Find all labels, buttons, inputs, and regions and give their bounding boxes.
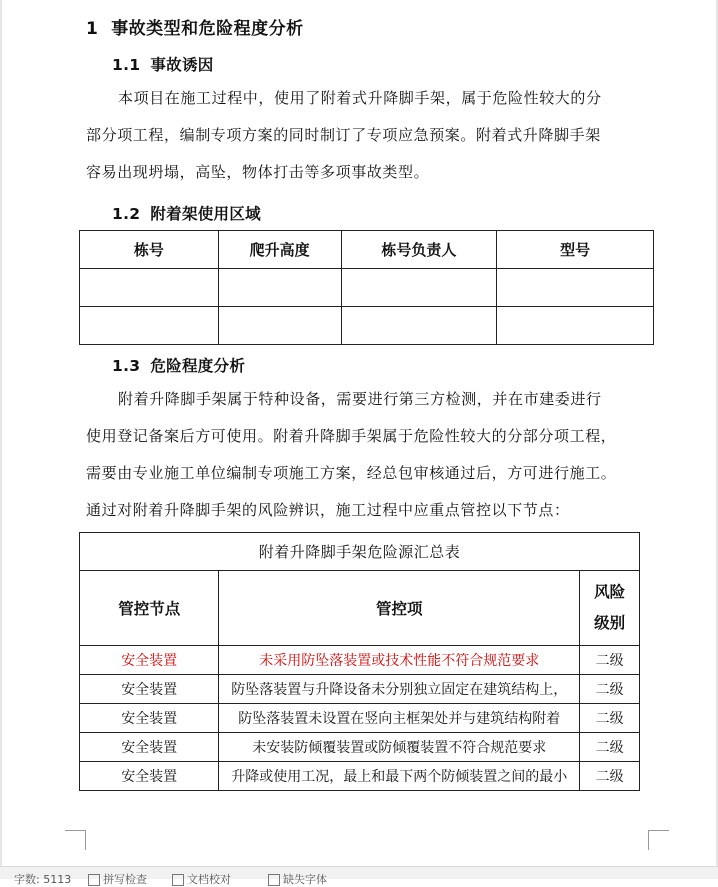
heading-1-2	[112, 202, 261, 224]
table-cell[interactable]	[218, 307, 341, 345]
missing-font-icon	[268, 874, 280, 886]
table-row	[80, 704, 640, 733]
cell-control-item[interactable]: 防坠落装置与升降设备未分别独立固定在建筑结构上，	[219, 675, 580, 704]
table-caption-row	[80, 533, 640, 571]
doc-proof-button[interactable]	[172, 871, 231, 887]
spell-check-button[interactable]	[88, 871, 147, 887]
risk-header-line1: 风险	[594, 583, 626, 601]
col-header-climb-height: 爬升高度	[218, 231, 341, 269]
missing-font-button[interactable]	[268, 871, 327, 887]
spell-check-label: 拼写检查	[103, 873, 147, 886]
doc-proof-icon	[172, 874, 184, 886]
paragraph-line	[86, 80, 656, 117]
col-header-risk-level	[580, 571, 640, 646]
cell-control-node[interactable]: 安全装置	[80, 704, 219, 733]
cell-control-node[interactable]: 安全装置	[80, 762, 219, 791]
table-cell[interactable]	[80, 307, 219, 345]
table-row	[80, 675, 640, 704]
heading-1-1-number: 1.1	[112, 56, 141, 74]
paragraph-risk-analysis	[86, 381, 656, 529]
table-cell[interactable]	[497, 269, 654, 307]
cell-control-item[interactable]: 未采用防坠落装置或技术性能不符合规范要求	[219, 646, 580, 675]
cell-control-item[interactable]: 未安装防倾覆装置或防倾覆装置不符合规范要求	[219, 733, 580, 762]
risk-source-table	[79, 532, 640, 791]
heading-1-text: 事故类型和危险程度分析	[111, 19, 304, 39]
cell-control-node[interactable]: 安全装置	[80, 646, 219, 675]
col-header-control-item: 管控项	[219, 571, 580, 646]
heading-1	[86, 14, 304, 39]
risk-header-line2: 级别	[594, 614, 626, 632]
table-header-row	[80, 571, 640, 646]
heading-1-1	[112, 53, 214, 75]
col-header-building-manager: 栋号负责人	[341, 231, 497, 269]
col-header-control-node: 管控节点	[80, 571, 219, 646]
paragraph-line: 容易出现坍塌，高坠，物体打击等多项事故类型。	[86, 163, 430, 181]
word-count[interactable]: 字数: 5113	[14, 873, 72, 886]
heading-1-3-title: 危险程度分析	[150, 357, 246, 375]
table-row	[80, 307, 654, 345]
table-cell[interactable]	[218, 269, 341, 307]
heading-1-3-number: 1.3	[112, 357, 141, 375]
status-bar	[0, 866, 718, 886]
usage-area-table	[79, 230, 654, 345]
paragraph-line: 部分项工程，编制专项方案的同时制订了专项应急预案。附着式升降脚手架	[86, 126, 601, 144]
paragraph-text: 附着升降脚手架属于特种设备，需要进行第三方检测，并在市建委进行	[118, 390, 602, 408]
cell-control-node[interactable]: 安全装置	[80, 675, 219, 704]
table-row	[80, 733, 640, 762]
col-header-building-no: 栋号	[80, 231, 219, 269]
paragraph-line: 需要由专业施工单位编制专项施工方案，经总包审核通过后，方可进行施工。	[86, 464, 617, 482]
cell-risk-level[interactable]: 二级	[580, 733, 640, 762]
spell-check-icon	[88, 874, 100, 886]
table-row	[80, 269, 654, 307]
table-caption: 附着升降脚手架危险源汇总表	[80, 533, 640, 571]
table-cell[interactable]	[341, 269, 497, 307]
table-cell[interactable]	[341, 307, 497, 345]
paragraph-accident-causes	[86, 80, 656, 191]
table-row	[80, 646, 640, 675]
heading-1-2-number: 1.2	[112, 205, 141, 223]
col-header-model: 型号	[497, 231, 654, 269]
paragraph-text: 本项目在施工过程中，使用了附着式升降脚手架，属于危险性较大的分	[118, 89, 602, 107]
table-cell[interactable]	[497, 307, 654, 345]
missing-font-label: 缺失字体	[283, 873, 327, 886]
heading-1-2-title: 附着架使用区域	[150, 205, 261, 223]
table-header-row	[80, 231, 654, 269]
table-cell[interactable]	[80, 269, 219, 307]
paragraph-line: 使用登记备案后方可使用。附着升降脚手架属于危险性较大的分部分项工程，	[86, 427, 617, 445]
cell-risk-level[interactable]: 二级	[580, 704, 640, 733]
heading-1-3	[112, 354, 245, 376]
paragraph-line: 通过对附着升降脚手架的风险辨识，施工过程中应重点管控以下节点：	[86, 501, 570, 519]
cell-risk-level[interactable]: 二级	[580, 646, 640, 675]
heading-1-number: 1	[86, 19, 99, 39]
page-corner-mark-left	[65, 830, 86, 850]
cell-control-item[interactable]: 防坠落装置未设置在竖向主框架处并与建筑结构附着	[219, 704, 580, 733]
cell-control-item[interactable]: 升降或使用工况，最上和最下两个防倾装置之间的最小	[219, 762, 580, 791]
cell-risk-level[interactable]: 二级	[580, 762, 640, 791]
page-corner-mark-right	[648, 830, 669, 850]
paragraph-line	[86, 381, 656, 418]
heading-1-1-title: 事故诱因	[150, 56, 214, 74]
page-left-edge	[0, 0, 2, 866]
doc-proof-label: 文档校对	[187, 873, 231, 886]
cell-risk-level[interactable]: 二级	[580, 675, 640, 704]
table-row	[80, 762, 640, 791]
cell-control-node[interactable]: 安全装置	[80, 733, 219, 762]
